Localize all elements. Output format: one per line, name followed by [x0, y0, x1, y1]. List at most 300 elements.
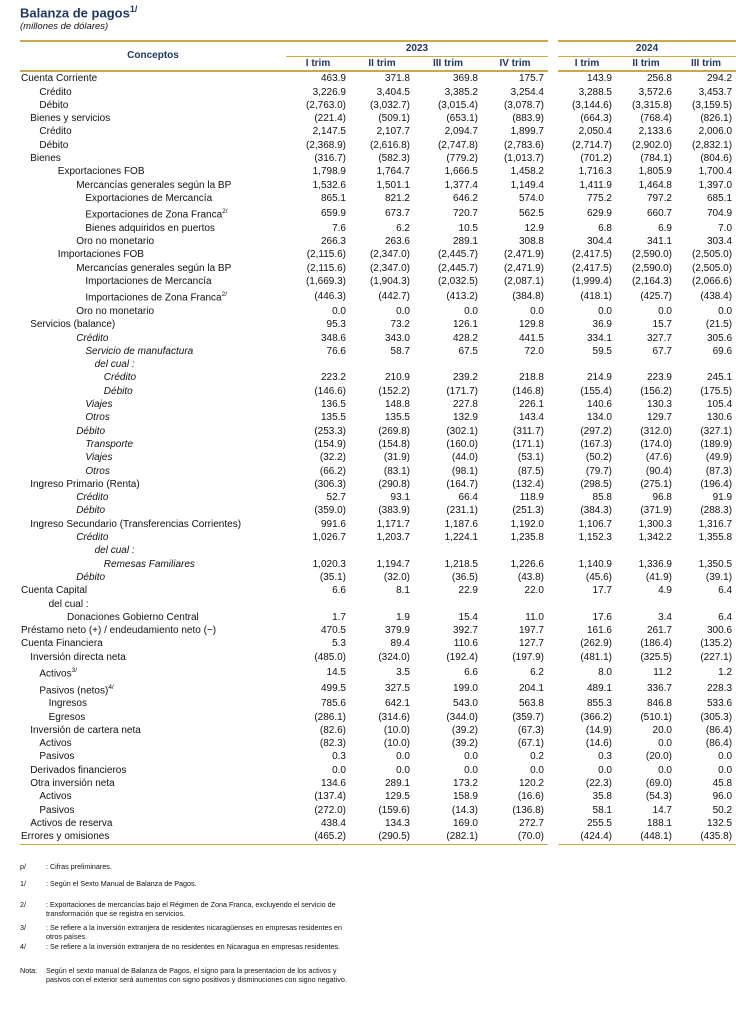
row-label: [20, 584, 286, 597]
value-cell: (10.0): [383, 738, 410, 750]
column-gap: [548, 531, 558, 544]
value-cell: 69.6: [712, 345, 733, 357]
value-cell: 0.0: [530, 306, 544, 317]
table-row: [20, 125, 736, 138]
value-cell: (384.8): [512, 291, 544, 303]
column-gap: [548, 750, 558, 763]
value-cell: 0.0: [598, 306, 612, 317]
row-label-text: Derivados financieros: [30, 764, 127, 776]
value-cell: (344.0): [446, 711, 478, 723]
value-cell: (20.0): [645, 751, 672, 763]
row-label: [20, 544, 286, 557]
value-cell: 0.0: [332, 764, 346, 776]
value-cell: 371.8: [384, 73, 410, 85]
value-cell: (325.5): [640, 651, 672, 663]
row-label-text: Servicios (balance): [30, 319, 116, 331]
value-cell: 17.7: [592, 585, 612, 597]
row-label: [20, 697, 286, 710]
value-cell: (171.7): [446, 385, 478, 397]
value-cell: 2,147.5: [312, 126, 346, 138]
row-label: [20, 750, 286, 763]
value-cell: 204.1: [518, 683, 544, 695]
value-cell: 89.4: [390, 638, 410, 650]
value-cell: (413.2): [446, 291, 478, 303]
value-cell: (3,078.7): [503, 99, 544, 111]
page-subtitle: (millones de dólares): [20, 21, 109, 32]
row-label-text: Remesas Familiares: [103, 558, 195, 570]
value-cell: 15.7: [652, 319, 672, 331]
value-cell: 1,194.7: [376, 558, 410, 570]
table-body: [20, 71, 736, 844]
row-label-text: Otros: [85, 465, 110, 477]
value-cell: (197.9): [512, 651, 544, 663]
value-cell: (582.3): [378, 153, 410, 165]
row-label-text: Pasivos: [39, 804, 75, 816]
value-cell: 336.7: [646, 683, 672, 695]
table-row: [20, 817, 736, 830]
value-cell: (132.4): [512, 478, 544, 490]
row-label-text: Ingreso Secundario (Transferencias Corrientes): [30, 518, 242, 530]
value-cell: 0.0: [718, 764, 733, 776]
value-cell: 6.2: [396, 222, 410, 234]
value-cell: 685.1: [707, 192, 733, 204]
table-row: [20, 764, 736, 777]
value-cell: (2,832.1): [692, 139, 733, 151]
row-label-text: del cual :: [48, 598, 89, 610]
row-label-text: Oro no monetario: [76, 236, 155, 248]
value-cell: 59.5: [592, 345, 612, 357]
column-gap: [548, 711, 558, 724]
value-cell: 304.4: [586, 236, 612, 248]
value-cell: (2,115.6): [306, 262, 346, 274]
value-cell: 1,501.1: [376, 179, 410, 191]
row-label: [20, 790, 286, 803]
column-gap: [548, 332, 558, 345]
value-cell: 1,899.7: [510, 126, 544, 138]
value-cell: (2,747.8): [437, 139, 478, 151]
table-row: [20, 790, 736, 803]
value-cell: 197.7: [518, 625, 544, 637]
value-cell: 6.4: [718, 585, 733, 597]
value-cell: (44.0): [451, 452, 478, 464]
table-row: [20, 275, 736, 288]
value-cell: (297.2): [580, 425, 612, 437]
row-label: [20, 318, 286, 331]
column-gap: [548, 804, 558, 817]
value-cell: 438.4: [320, 817, 346, 829]
table-row: [20, 504, 736, 517]
value-cell: 441.5: [518, 332, 544, 344]
value-cell: (2,066.6): [692, 276, 733, 288]
header-gap: [548, 57, 558, 72]
table-row: [20, 637, 736, 650]
value-cell: [350, 544, 414, 557]
value-cell: 533.6: [707, 698, 733, 710]
value-cell: (154.9): [314, 438, 346, 450]
table-row: [20, 651, 736, 664]
value-cell: (2,347.0): [369, 249, 410, 261]
table-row: [20, 345, 736, 358]
value-cell: 118.9: [519, 492, 544, 504]
row-label: [20, 139, 286, 152]
row-label: [20, 438, 286, 451]
value-cell: 348.6: [320, 332, 346, 344]
row-label-text: Crédito: [103, 372, 137, 384]
value-cell: (290.8): [378, 478, 410, 490]
value-cell: (442.7): [378, 291, 410, 303]
quarter-header: III trim: [676, 57, 736, 72]
table-row: [20, 288, 736, 305]
value-cell: 85.8: [592, 492, 612, 504]
column-gap: [548, 192, 558, 205]
value-cell: 3,288.5: [578, 86, 612, 98]
value-cell: (485.0): [314, 651, 346, 663]
value-cell: 58.7: [390, 345, 410, 357]
value-cell: (2,471.9): [503, 249, 544, 261]
value-cell: 0.0: [718, 306, 733, 317]
column-gap: [548, 764, 558, 777]
value-cell: [558, 358, 616, 371]
value-cell: (45.6): [585, 571, 612, 583]
value-cell: (305.3): [700, 711, 733, 723]
value-cell: 120.2: [518, 778, 544, 790]
value-cell: 12.9: [524, 222, 544, 234]
value-cell: 0.0: [658, 738, 672, 750]
column-gap: [548, 637, 558, 650]
value-cell: 2,094.7: [444, 126, 478, 138]
value-cell: (67.3): [517, 724, 544, 736]
column-gap: [548, 371, 558, 384]
value-cell: 2,006.0: [698, 126, 733, 138]
value-cell: [286, 544, 350, 557]
row-label-text: Crédito: [76, 532, 109, 544]
value-cell: (804.6): [700, 153, 733, 165]
value-cell: [558, 544, 616, 557]
value-cell: 1,218.5: [444, 558, 478, 570]
value-cell: (196.4): [700, 478, 733, 490]
row-label-text: Donaciones Gobierno Central: [67, 611, 199, 623]
value-cell: 35.8: [592, 791, 612, 803]
value-cell: (221.4): [314, 113, 346, 125]
value-cell: (146.8): [512, 385, 544, 397]
value-cell: 134.3: [384, 817, 410, 829]
row-label-text: Préstamo neto (+) / endeudamiento neto (−): [21, 625, 217, 637]
table-row: [20, 358, 736, 371]
value-cell: 470.5: [320, 625, 346, 637]
value-cell: (784.1): [640, 153, 672, 165]
value-cell: 1,397.0: [698, 179, 733, 191]
value-cell: 463.9: [320, 73, 346, 85]
row-label-text: Viajes: [85, 452, 113, 464]
value-cell: (171.1): [512, 438, 544, 450]
table-row: [20, 584, 736, 597]
value-cell: 1,187.6: [444, 518, 478, 530]
table-row: [20, 385, 736, 398]
value-cell: (86.4): [705, 724, 733, 736]
row-label: [20, 518, 286, 531]
value-cell: 1,235.8: [510, 532, 544, 544]
value-cell: 134.0: [586, 412, 612, 424]
value-cell: 214.9: [586, 372, 612, 384]
row-label: [20, 804, 286, 817]
table-row: [20, 544, 736, 557]
value-cell: 0.0: [718, 751, 733, 763]
column-gap: [548, 262, 558, 275]
value-cell: (465.2): [286, 830, 350, 844]
value-cell: (664.3): [580, 113, 612, 125]
value-cell: (2,902.0): [631, 139, 672, 151]
value-cell: (159.6): [378, 804, 410, 816]
row-label-text: Cuenta Financiera: [21, 638, 103, 650]
row-label-text: Activos: [39, 738, 72, 750]
value-cell: 45.8: [712, 778, 733, 790]
value-cell: (298.5): [580, 478, 612, 490]
concepts-header: Conceptos: [20, 41, 286, 71]
footnote-mark: 4/: [108, 683, 114, 691]
value-cell: (136.8): [512, 804, 544, 816]
row-label: [20, 332, 286, 345]
value-cell: [676, 598, 736, 611]
value-cell: 148.8: [384, 399, 410, 411]
value-cell: [350, 598, 414, 611]
value-cell: 341.1: [646, 236, 672, 248]
value-cell: 210.9: [384, 372, 410, 384]
value-cell: 14.7: [652, 804, 672, 816]
value-cell: 175.7: [518, 73, 544, 85]
value-cell: 199.0: [452, 683, 478, 695]
row-label: [20, 205, 286, 222]
table-row: [20, 777, 736, 790]
value-cell: 1,716.3: [578, 166, 612, 178]
row-label: [20, 125, 286, 138]
value-cell: 821.2: [384, 192, 410, 204]
value-cell: 132.9: [452, 412, 478, 424]
row-label-text: Cuenta Capital: [21, 585, 88, 597]
value-cell: 6.2: [530, 666, 544, 678]
table-row: [20, 664, 736, 681]
column-gap: [548, 504, 558, 517]
value-cell: (2,368.9): [305, 139, 346, 151]
value-cell: 1,224.1: [444, 532, 478, 544]
value-cell: (152.2): [378, 385, 410, 397]
value-cell: 5.3: [332, 638, 346, 650]
value-cell: 261.7: [646, 625, 672, 637]
value-cell: 369.8: [452, 73, 478, 85]
value-cell: 300.6: [707, 625, 733, 637]
column-gap: [548, 465, 558, 478]
table-row: [20, 624, 736, 637]
value-cell: (302.1): [446, 425, 478, 437]
value-cell: 0.0: [332, 306, 346, 317]
value-cell: 67.5: [458, 345, 478, 357]
value-cell: 6.6: [332, 585, 346, 597]
column-gap: [548, 681, 558, 698]
table-row: [20, 165, 736, 178]
value-cell: (87.3): [705, 465, 733, 477]
row-label: [20, 345, 286, 358]
value-cell: 22.9: [458, 585, 478, 597]
row-label-text: Importaciones de Zona Franca: [85, 292, 222, 304]
value-cell: (66.2): [319, 465, 346, 477]
value-cell: 1.7: [332, 611, 346, 623]
value-cell: (446.3): [314, 291, 346, 303]
row-label-text: Errores y omisiones: [21, 831, 110, 843]
value-cell: 76.6: [326, 345, 346, 357]
value-cell: 143.4: [518, 412, 544, 424]
value-cell: (86.4): [705, 738, 733, 750]
value-cell: (160.0): [446, 438, 478, 450]
footnote-text: : Se refiere a la inversión extranjera de residentes nicaragüenses en empresas residentes en otros países.: [46, 923, 343, 941]
value-cell: 129.5: [384, 791, 410, 803]
value-cell: (156.2): [640, 385, 672, 397]
row-label: [20, 571, 286, 584]
value-cell: 562.5: [518, 207, 544, 219]
value-cell: 2,133.6: [638, 126, 672, 138]
value-cell: 134.6: [320, 778, 346, 790]
value-cell: 0.0: [396, 764, 410, 776]
footnote-mark: 3/: [71, 667, 78, 675]
value-cell: 20.0: [652, 724, 672, 736]
value-cell: 294.2: [707, 73, 733, 85]
value-cell: (174.0): [640, 438, 672, 450]
column-gap: [548, 318, 558, 331]
value-cell: 1,350.5: [698, 558, 733, 570]
column-gap: [548, 651, 558, 664]
table-row: [20, 332, 736, 345]
value-cell: 1,020.3: [312, 558, 346, 570]
value-cell: 673.7: [384, 207, 410, 219]
header-gap: [548, 41, 558, 57]
value-cell: 0.0: [464, 306, 478, 317]
value-cell: (826.1): [700, 113, 733, 125]
value-cell: 0.0: [658, 306, 672, 317]
table-row: [20, 491, 736, 504]
row-label: [20, 504, 286, 517]
value-cell: [350, 358, 414, 371]
value-cell: (39.1): [705, 571, 733, 583]
value-cell: 0.0: [396, 751, 410, 763]
row-label: [20, 305, 286, 318]
value-cell: 158.9: [452, 791, 478, 803]
value-cell: (435.8): [676, 830, 736, 844]
value-cell: 272.7: [518, 817, 544, 829]
quarter-header: IV trim: [482, 57, 548, 72]
value-cell: (137.4): [314, 791, 346, 803]
value-cell: 1,458.2: [510, 166, 544, 178]
value-cell: 846.8: [646, 698, 672, 710]
column-gap: [548, 478, 558, 491]
quarter-header: III trim: [414, 57, 482, 72]
table-row: [20, 248, 736, 261]
row-label-text: Exportaciones FOB: [57, 166, 145, 178]
value-cell: (79.7): [585, 465, 612, 477]
column-gap: [548, 724, 558, 737]
value-cell: (21.5): [705, 319, 733, 331]
value-cell: 334.1: [586, 332, 612, 344]
value-cell: 1,798.9: [312, 166, 346, 178]
value-cell: 10.5: [458, 222, 478, 234]
value-cell: [286, 598, 350, 611]
column-gap: [548, 222, 558, 235]
column-gap: [548, 598, 558, 611]
value-cell: (1,669.3): [305, 276, 346, 288]
row-label-text: Mercancías generales según la BP: [76, 179, 232, 191]
value-cell: 223.9: [646, 372, 672, 384]
value-cell: 129.8: [518, 319, 544, 331]
row-label-text: Pasivos (netos): [39, 684, 109, 696]
value-cell: 704.9: [707, 207, 733, 219]
table-row: [20, 830, 736, 844]
value-cell: [414, 544, 482, 557]
value-cell: (701.2): [580, 153, 612, 165]
value-cell: (275.1): [640, 478, 672, 490]
value-cell: (768.4): [640, 113, 672, 125]
table-row: [20, 262, 736, 275]
table-row: [20, 697, 736, 710]
column-gap: [548, 611, 558, 624]
value-cell: [558, 598, 616, 611]
value-cell: (262.9): [580, 638, 612, 650]
value-cell: (35.1): [319, 571, 346, 583]
table-row: [20, 411, 736, 424]
value-cell: 4.9: [658, 585, 672, 597]
value-cell: (146.6): [314, 385, 346, 397]
value-cell: 135.5: [320, 412, 346, 424]
table-row: [20, 598, 736, 611]
value-cell: 642.1: [384, 698, 410, 710]
value-cell: 6.6: [464, 666, 478, 678]
value-cell: (32.2): [319, 452, 346, 464]
value-cell: (2,347.0): [369, 262, 410, 274]
value-cell: (2,505.0): [692, 249, 733, 261]
row-label: [20, 830, 286, 844]
row-label-text: Servicio de manufactura: [85, 345, 194, 357]
value-cell: (2,032.5): [437, 276, 478, 288]
value-cell: 1,192.0: [510, 518, 544, 530]
row-label: [20, 777, 286, 790]
footnote-item: [20, 900, 350, 918]
column-gap: [548, 790, 558, 803]
value-cell: (359.7): [512, 711, 544, 723]
value-cell: 659.9: [320, 207, 346, 219]
row-label-text: Mercancías generales según la BP: [76, 262, 232, 274]
value-cell: (2,763.0): [305, 99, 346, 111]
value-cell: 1.2: [718, 666, 733, 678]
value-cell: 1.9: [396, 611, 410, 623]
value-cell: 1,026.7: [312, 532, 346, 544]
row-label: [20, 681, 286, 698]
value-cell: 22.0: [524, 585, 544, 597]
row-label: [20, 385, 286, 398]
row-label-text: Inversión de cartera neta: [30, 724, 141, 736]
value-cell: 50.2: [712, 804, 733, 816]
row-label: [20, 451, 286, 464]
row-label-text: Activos de reserva: [30, 817, 113, 829]
value-cell: 1,336.9: [638, 558, 672, 570]
value-cell: 392.7: [452, 625, 478, 637]
value-cell: 239.2: [452, 372, 478, 384]
table-row: [20, 737, 736, 750]
value-cell: 245.1: [707, 372, 733, 384]
value-cell: 3,226.9: [312, 86, 346, 98]
header-year-row: [20, 41, 736, 57]
column-gap: [548, 571, 558, 584]
value-cell: 0.0: [464, 751, 478, 763]
row-label: [20, 99, 286, 112]
footnote-text: : Cifras preliminares.: [46, 862, 112, 871]
value-cell: [482, 598, 548, 611]
row-label: [20, 711, 286, 724]
